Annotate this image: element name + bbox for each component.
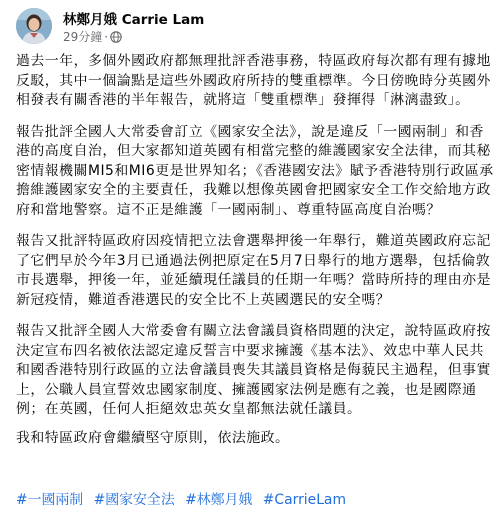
paragraph-2: 報告批評全國人大常委會訂立《國家安全法》，說是違反「一國兩制」和香港的高度自治，但大家都知道英國有相當完整的維護國家安全法律，而其秘密情報機關MI5和MI6更是世界知名；《香港國安法》賦予香港特別行政區承擔維護國家安全的主要責任，我難以想像英國會把國家安全工作交給地方政府和當地警察。這不正是維護「一國兩制」、尊重特區高度自治嗎？ [16,123,494,218]
post-timestamp[interactable]: 29分鐘 [63,30,103,44]
paragraph-4: 報告又批評全國人大常委會有關立法會議員資格問題的決定，說特區政府按決定宣布四名被依法認定違反誓言中要求擁護《基本法》、效忠中華人民共和國香港特別行政區的立法會議員喪失其議員資格是侮藐民主過程，但事實上，公職人員宣誓效忠國家制度、擁護國家法例是應有之義，也是國際通例；在英國，任何人拒絕效忠英女皇都無法就任議員。 [16,323,491,417]
avatar-photo [16,8,52,44]
paragraph-3: 報告又批評特區政府因疫情把立法會選舉押後一年舉行，難道英國政府忘記了它們早於今年3月已通過法例把原定在5月7日舉行的地方選舉，包括倫敦市長選舉，押後一年，並延續現任議員的任期一年嗎？當時所持的理由亦是新冠疫情，難道香港選民的安全比不上英國選民的安全嗎？ [16,233,491,308]
hashtag-link[interactable]: #林鄭月娥 [185,492,253,508]
hashtag-link[interactable]: #一國兩制 [16,492,84,508]
post-body [16,52,494,460]
author-name[interactable]: 林鄭月娥 Carrie Lam [63,12,205,28]
paragraph-1: 過去一年，多個外國政府都無理批評香港事務，特區政府每次都有理有據地反駁，其中一個論點是這些外國政府所持的雙重標準。今日傍晚時分英國外相發表有關香港的半年報告，就將這「雙重標準」發揮得「淋漓盡致」。 [16,53,491,108]
post-meta [63,30,122,44]
paragraph-5: 我和特區政府會繼續堅守原則，依法施政。 [16,429,290,446]
meta-separator: · [104,30,109,44]
hashtag-row [16,491,352,511]
avatar[interactable] [16,8,52,44]
globe-icon[interactable] [110,31,122,43]
hashtag-link[interactable]: #國家安全法 [93,492,175,508]
hashtag-link[interactable]: #CarrieLam [262,492,346,508]
